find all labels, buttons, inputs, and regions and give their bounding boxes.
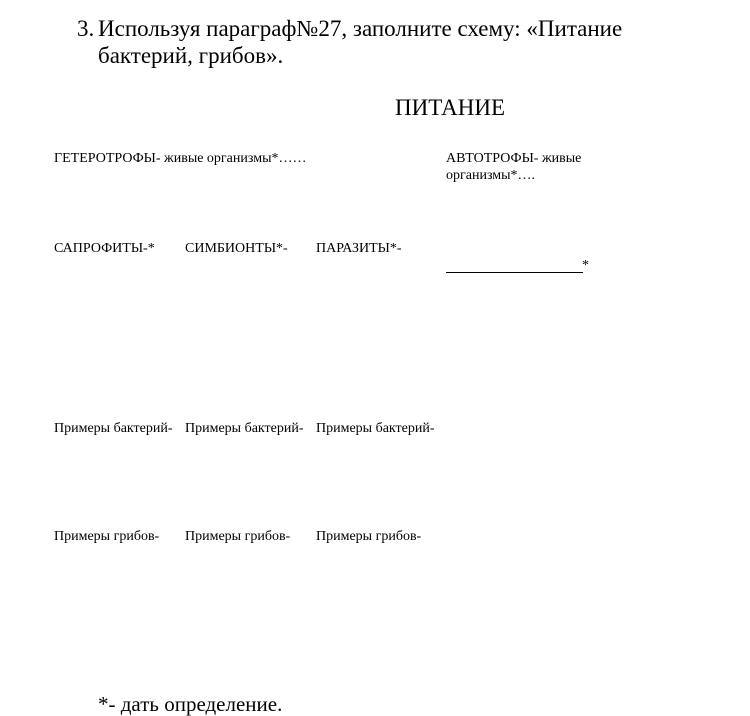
autotroph-blank-asterisk: * (582, 258, 589, 273)
symbiont-bacteria-examples: Примеры бактерий- (185, 421, 304, 436)
scheme-title: ПИТАНИЕ (395, 95, 506, 120)
task-text-line-2: бактерий, грибов». (98, 43, 284, 68)
saprophyte-bacteria-examples: Примеры бактерий- (54, 421, 173, 436)
saprophyte-fungi-examples: Примеры грибов- (54, 529, 160, 544)
autotrophs-label-line-2: организмы*…. (446, 168, 536, 183)
task-text-line-1: Используя параграф№27, заполните схему: «Питание (98, 16, 623, 41)
parasite-fungi-examples: Примеры грибов- (316, 529, 422, 544)
footnote: *- дать определение. (98, 692, 283, 716)
task-number: 3. (77, 16, 95, 41)
autotroph-blank-underline (446, 272, 583, 273)
saprophytes-label: САПРОФИТЫ-* (54, 241, 155, 256)
symbionts-label: СИМБИОНТЫ*- (185, 241, 288, 256)
autotrophs-label-line-1: АВТОТРОФЫ- живые (446, 151, 582, 166)
parasites-label: ПАРАЗИТЫ*- (316, 241, 402, 256)
parasite-bacteria-examples: Примеры бактерий- (316, 421, 435, 436)
symbiont-fungi-examples: Примеры грибов- (185, 529, 291, 544)
heterotrophs-label: ГЕТЕРОТРОФЫ- живые организмы*…… (54, 151, 307, 166)
